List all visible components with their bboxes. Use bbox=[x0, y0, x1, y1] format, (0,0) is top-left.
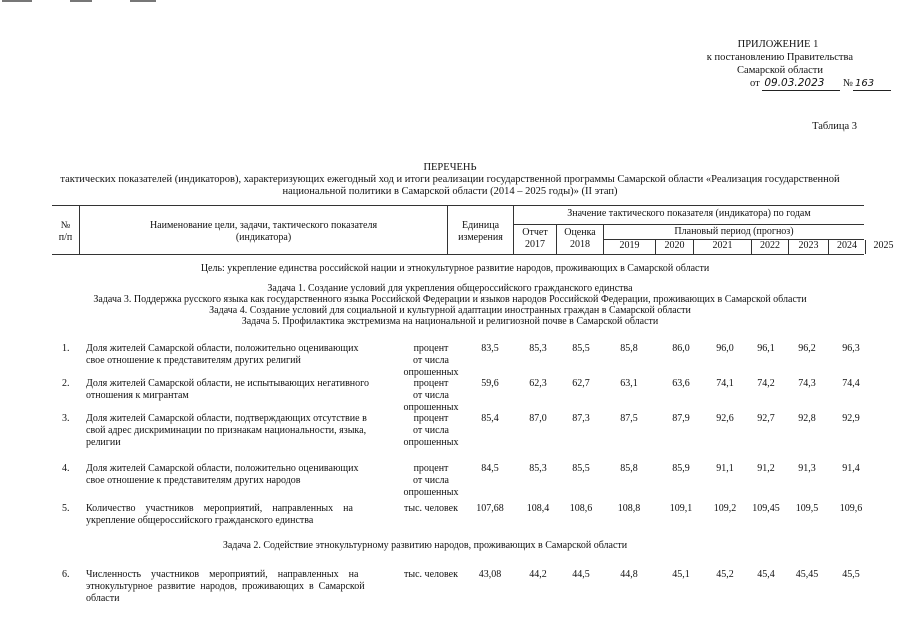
indicator-value-2024: 91,3 bbox=[798, 463, 816, 474]
row-number: 4. bbox=[62, 463, 70, 474]
indicator-name-line: свой адрес дискриминации по признакам национальности, языка, bbox=[86, 425, 367, 436]
indicator-name-line: свое отношение к представителям других народов bbox=[86, 475, 301, 486]
indicator-value-2021: 87,9 bbox=[672, 413, 690, 424]
indicator-unit-line: процент bbox=[413, 343, 449, 354]
number-sign: № bbox=[842, 78, 853, 89]
indicator-value-2025: 45,5 bbox=[842, 569, 860, 580]
indicator-value-2022: 109,2 bbox=[713, 503, 737, 514]
header-estimate bbox=[557, 225, 604, 254]
indicator-unit-line: от числа bbox=[413, 355, 449, 366]
header-year-2023: 2023 bbox=[789, 240, 829, 254]
indicator-value-2019: 62,7 bbox=[572, 378, 590, 389]
indicator-value-2022: 74,1 bbox=[716, 378, 734, 389]
indicator-name-line: укрепление общероссийского гражданского единства bbox=[86, 515, 314, 526]
indicator-name-line: этнокультурное развитие народов, проживающих в Самарской bbox=[86, 581, 365, 592]
header-year-2017: 2017 bbox=[525, 239, 545, 250]
appendix-date-number bbox=[663, 77, 875, 91]
indicator-value-2018: 108,4 bbox=[526, 503, 550, 514]
task-1: Задача 1. Создание условий для укрепления общероссийского гражданского единства bbox=[267, 283, 633, 294]
indicator-value-2017: 107,68 bbox=[476, 503, 504, 514]
appendix-block bbox=[663, 38, 875, 91]
indicator-unit bbox=[398, 378, 464, 414]
indicator-value-2020: 108,8 bbox=[617, 503, 641, 514]
indicator-value-2025: 91,4 bbox=[842, 463, 860, 474]
header-unit-line2: измерения bbox=[458, 232, 503, 243]
handwritten-number: 163 bbox=[853, 77, 891, 91]
indicator-value-2018: 85,3 bbox=[529, 463, 547, 474]
appendix-title: ПРИЛОЖЕНИЕ 1 bbox=[737, 39, 819, 50]
indicator-name-line: Доля жителей Самарской области, не испытывающих негативного bbox=[86, 378, 370, 389]
indicator-unit-line: опрошенных bbox=[403, 402, 459, 413]
indicator-value-2023: 45,4 bbox=[757, 569, 775, 580]
row-number: 3. bbox=[62, 413, 70, 424]
indicator-name-line: свое отношение к представителям других религий bbox=[86, 355, 301, 366]
header-planned: Плановый период (прогноз) bbox=[674, 226, 794, 237]
indicator-value-2021: 109,1 bbox=[669, 503, 693, 514]
indicator-name-line: Доля жителей Самарской области, положительно оценивающих bbox=[86, 463, 359, 474]
indicator-value-2022: 45,2 bbox=[716, 569, 734, 580]
indicator-value-2019: 44,5 bbox=[572, 569, 590, 580]
indicator-value-2021: 86,0 bbox=[672, 343, 690, 354]
indicator-value-2025: 92,9 bbox=[842, 413, 860, 424]
task-5: Задача 5. Профилактика экстремизма на национальной и религиозной почве в Самарской области bbox=[241, 316, 659, 327]
indicator-name bbox=[86, 463, 392, 487]
indicator-value-2018: 85,3 bbox=[529, 343, 547, 354]
indicator-value-2021: 45,1 bbox=[672, 569, 690, 580]
indicator-unit-line: опрошенных bbox=[403, 487, 459, 498]
appendix-line-1: к постановлению Правительства bbox=[706, 52, 853, 63]
indicator-unit-line: процент bbox=[413, 378, 449, 389]
indicator-value-2024: 96,2 bbox=[798, 343, 816, 354]
indicator-unit-line: опрошенных bbox=[403, 367, 459, 378]
title-line-1: тактических показателей (индикаторов), характеризующих ежегодный ход и итоги реализации государственной программы Самарской области «Реализация государственной bbox=[60, 174, 840, 185]
indicator-unit bbox=[398, 413, 464, 449]
appendix-line-2: Самарской области bbox=[737, 65, 823, 76]
indicator-unit-line: тыс. человек bbox=[404, 503, 458, 514]
row-number: 1. bbox=[62, 343, 70, 354]
row-number: 6. bbox=[62, 569, 70, 580]
indicator-value-2020: 85,8 bbox=[620, 343, 638, 354]
indicator-value-2021: 63,6 bbox=[672, 378, 690, 389]
indicator-value-2018: 62,3 bbox=[529, 378, 547, 389]
header-name-line1: Наименование цели, задачи, тактического показателя bbox=[149, 220, 378, 231]
indicator-value-2025: 74,4 bbox=[842, 378, 860, 389]
indicator-value-2023: 91,2 bbox=[757, 463, 775, 474]
indicator-value-2020: 44,8 bbox=[620, 569, 638, 580]
indicator-value-2017: 85,4 bbox=[481, 413, 499, 424]
indicator-unit-line: от числа bbox=[413, 475, 449, 486]
indicator-value-2017: 59,6 bbox=[481, 378, 499, 389]
scan-edge-marks bbox=[0, 0, 905, 4]
indicator-unit-line: от числа bbox=[413, 390, 449, 401]
indicator-value-2019: 85,5 bbox=[572, 343, 590, 354]
indicator-name-line: Доля жителей Самарской области, положительно оценивающих bbox=[86, 343, 359, 354]
indicator-unit-line: опрошенных bbox=[403, 437, 459, 448]
header-year-2021: 2021 bbox=[694, 240, 752, 254]
indicator-value-2023: 96,1 bbox=[757, 343, 775, 354]
indicator-value-2025: 96,3 bbox=[842, 343, 860, 354]
tasks-group bbox=[40, 283, 860, 327]
header-year-2020: 2020 bbox=[656, 240, 694, 254]
indicator-value-2017: 43,08 bbox=[478, 569, 502, 580]
indicator-value-2024: 74,3 bbox=[798, 378, 816, 389]
goal-text: Цель: укрепление единства российской нации и этнокультурное развитие народов, проживающих в Самарской области bbox=[200, 263, 710, 274]
table-label: Таблица 3 bbox=[812, 121, 857, 132]
title-line-2: национальной политики в Самарской области (2014 – 2025 годы)» (II этап) bbox=[282, 186, 618, 197]
indicator-unit bbox=[398, 569, 464, 581]
indicator-value-2020: 87,5 bbox=[620, 413, 638, 424]
indicator-value-2022: 91,1 bbox=[716, 463, 734, 474]
indicator-name-line: религии bbox=[86, 437, 121, 448]
header-values-title: Значение тактического показателя (индикатора) по годам bbox=[567, 208, 811, 219]
document-title bbox=[40, 162, 860, 198]
header-year-2024: 2024 bbox=[829, 240, 866, 254]
indicator-value-2020: 63,1 bbox=[620, 378, 638, 389]
table-header bbox=[52, 205, 894, 254]
indicator-name-line: области bbox=[86, 593, 120, 604]
indicator-name bbox=[86, 378, 392, 402]
indicator-unit bbox=[398, 343, 464, 379]
header-name bbox=[80, 206, 448, 254]
indicator-value-2018: 44,2 bbox=[529, 569, 547, 580]
indicator-value-2025: 109,6 bbox=[839, 503, 863, 514]
header-year-2018: 2018 bbox=[570, 239, 590, 250]
indicator-unit bbox=[398, 503, 464, 515]
indicator-value-2019: 108,6 bbox=[569, 503, 593, 514]
handwritten-date: 09.03.2023 bbox=[762, 77, 840, 91]
indicator-value-2024: 109,5 bbox=[795, 503, 819, 514]
header-num bbox=[52, 206, 80, 254]
task-3: Задача 3. Поддержка русского языка как государственного языка Российской Федерации и языков народов Российской Федерации, проживающих в Самарской области bbox=[93, 294, 807, 305]
header-bottom-border bbox=[52, 254, 864, 255]
row-number: 2. bbox=[62, 378, 70, 389]
indicator-unit-line: тыс. человек bbox=[404, 569, 458, 580]
indicator-value-2017: 83,5 bbox=[481, 343, 499, 354]
indicator-name-line: Доля жителей Самарской области, подтверждающих отсутствие в bbox=[86, 413, 367, 424]
indicator-value-2017: 84,5 bbox=[481, 463, 499, 474]
header-num-line2: п/п bbox=[58, 232, 73, 243]
indicator-unit-line: процент bbox=[413, 463, 449, 474]
indicator-name bbox=[86, 343, 392, 367]
indicator-name-line: Количество участников мероприятий, направленных на bbox=[86, 503, 353, 514]
header-num-line1: № bbox=[60, 220, 71, 231]
indicator-unit-line: процент bbox=[413, 413, 449, 424]
indicator-unit-line: от числа bbox=[413, 425, 449, 436]
header-year-2025: 2025 bbox=[873, 240, 894, 251]
header-year-2019: 2019 bbox=[604, 240, 656, 254]
header-unit-line1: Единица bbox=[461, 220, 500, 231]
indicator-unit bbox=[398, 463, 464, 499]
indicator-value-2022: 96,0 bbox=[716, 343, 734, 354]
indicator-value-2019: 85,5 bbox=[572, 463, 590, 474]
header-name-line2: (индикатора) bbox=[235, 232, 292, 243]
indicator-value-2024: 92,8 bbox=[798, 413, 816, 424]
header-report-label: Отчет bbox=[522, 227, 548, 238]
indicator-value-2019: 87,3 bbox=[572, 413, 590, 424]
indicator-value-2018: 87,0 bbox=[529, 413, 547, 424]
indicator-value-2021: 85,9 bbox=[672, 463, 690, 474]
indicator-name bbox=[86, 569, 392, 605]
indicator-value-2023: 109,45 bbox=[752, 503, 780, 514]
header-year-2022: 2022 bbox=[752, 240, 789, 254]
header-estimate-label: Оценка bbox=[564, 227, 596, 238]
task-2: Задача 2. Содействие этнокультурному развитию народов, проживающих в Самарской области bbox=[222, 540, 628, 551]
indicator-value-2024: 45,45 bbox=[795, 569, 819, 580]
indicator-value-2022: 92,6 bbox=[716, 413, 734, 424]
appendix-from-label: от bbox=[750, 78, 760, 89]
header-unit bbox=[448, 206, 514, 254]
task-4: Задача 4. Создание условий для социальной и культурной адаптации иностранных граждан в Самарской области bbox=[209, 305, 691, 316]
indicator-value-2020: 85,8 bbox=[620, 463, 638, 474]
row-number: 5. bbox=[62, 503, 70, 514]
indicator-name bbox=[86, 503, 392, 527]
title-main: ПЕРЕЧЕНЬ bbox=[423, 162, 477, 173]
indicator-name-line: Численность участников мероприятий, направленных на bbox=[86, 569, 359, 580]
indicator-name bbox=[86, 413, 392, 449]
indicator-value-2023: 92,7 bbox=[757, 413, 775, 424]
indicator-value-2023: 74,2 bbox=[757, 378, 775, 389]
header-report bbox=[514, 225, 557, 254]
indicator-name-line: отношения к мигрантам bbox=[86, 390, 189, 401]
